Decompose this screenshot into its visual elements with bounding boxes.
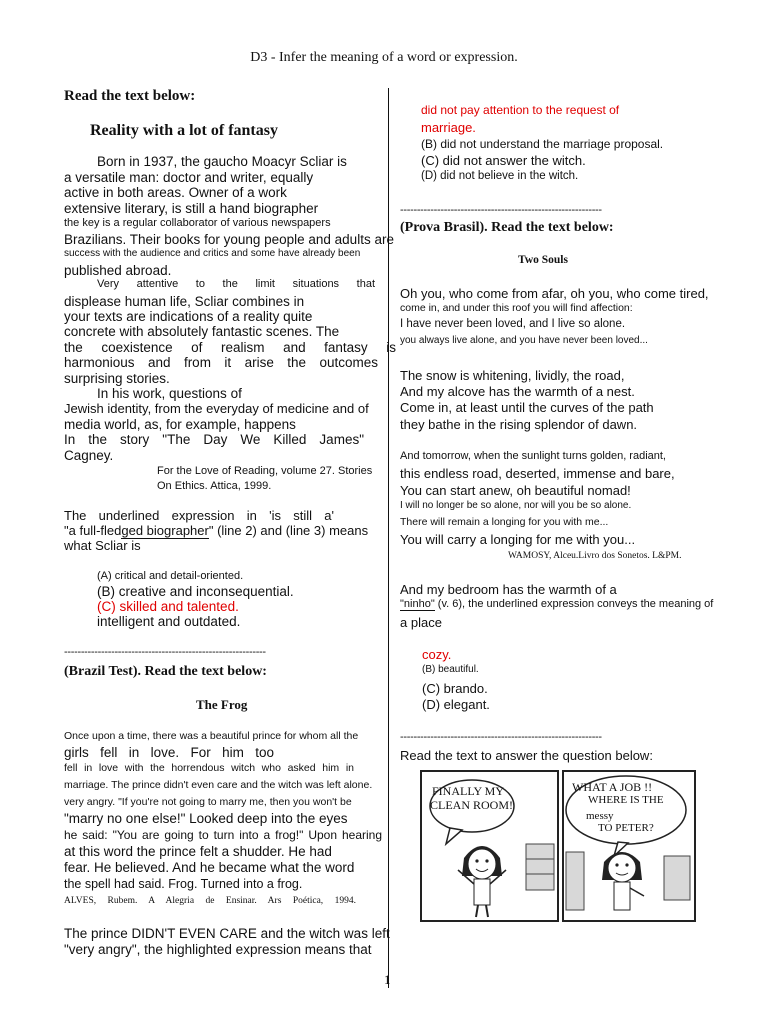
answer-a: did not pay attention to the request of — [421, 103, 620, 117]
question-3-line3: a place — [400, 615, 442, 630]
question-1-line2: "a full-fledged biographer" (line 2) and (line 3) means — [64, 523, 369, 538]
option-b: (B) creative and inconsequential. — [97, 584, 294, 599]
text-title: The Frog — [196, 697, 248, 712]
source-citation: WAMOSY, Alceu.Livro dos Sonetos. L&PM. — [508, 551, 682, 561]
question-2: The prince DIDN'T EVEN CARE and the witch was left — [64, 926, 390, 941]
section-heading: (Brazil Test). Read the text below: — [64, 664, 267, 679]
separator: ------------------------------------------------------------ — [400, 204, 602, 216]
answer-c: (C) did not answer the witch. — [421, 153, 586, 168]
q3-option-d: (D) elegant. — [422, 697, 490, 712]
separator: ------------------------------------------------------------ — [400, 731, 602, 743]
option-c-answer: (C) skilled and talented. — [97, 599, 239, 614]
source-citation: For the Love of Reading, volume 27. Stories — [157, 465, 373, 477]
question-3-line2: "ninho" (v. 6), the underlined expression conveys the meaning of — [400, 598, 714, 610]
source-citation: On Ethics. Attica, 1999. — [157, 480, 272, 492]
comic-panel-2 — [562, 770, 696, 922]
answer-b: (B) did not understand the marriage proposal. — [421, 137, 664, 151]
page-number: 1 — [384, 972, 391, 987]
question-1-line3: what Scliar is — [64, 538, 141, 553]
speech-bubble-text: TO PETER? — [598, 822, 654, 834]
question-2-line2: "very angry", the highlighted expression means that — [64, 942, 372, 957]
separator: ------------------------------------------------------------ — [64, 646, 266, 658]
q3-option-c: (C) brando. — [422, 681, 488, 696]
intro-heading: Read the text below: — [64, 88, 196, 104]
option-a: (A) critical and detail-oriented. — [97, 570, 244, 582]
speech-bubble-text: messy — [586, 810, 614, 822]
source-citation: ALVES, Rubem. A Alegria de Ensinar. Ars Poética, 1994. — [64, 896, 356, 906]
speech-bubble-text: WHAT A JOB !! — [572, 780, 653, 794]
comic-panel-1 — [420, 770, 559, 922]
question-1: The underlined expression in 'is still a' — [64, 508, 334, 523]
text-title: Reality with a lot of fantasy — [90, 122, 278, 139]
answer-a-cont: marriage. — [421, 120, 476, 135]
section-heading: (Prova Brasil). Read the text below: — [400, 220, 614, 235]
text-title: Two Souls — [518, 254, 568, 266]
speech-bubble-text: FINALLY MY — [432, 784, 505, 798]
section-heading: Read the text to answer the question below: — [400, 748, 653, 763]
answer-d: (D) did not believe in the witch. — [421, 170, 579, 182]
speech-bubble-text: WHERE IS THE — [588, 794, 664, 806]
speech-bubble-text: CLEAN ROOM! — [430, 798, 513, 812]
q3-option-a-answer: cozy. — [422, 647, 452, 662]
option-d: intelligent and outdated. — [97, 614, 241, 629]
question-3: And my bedroom has the warmth of a — [400, 582, 617, 597]
q3-option-b: (B) beautiful. — [422, 664, 479, 675]
skill-header: D3 - Infer the meaning of a word or expression. — [250, 50, 518, 65]
column-divider — [388, 88, 389, 988]
